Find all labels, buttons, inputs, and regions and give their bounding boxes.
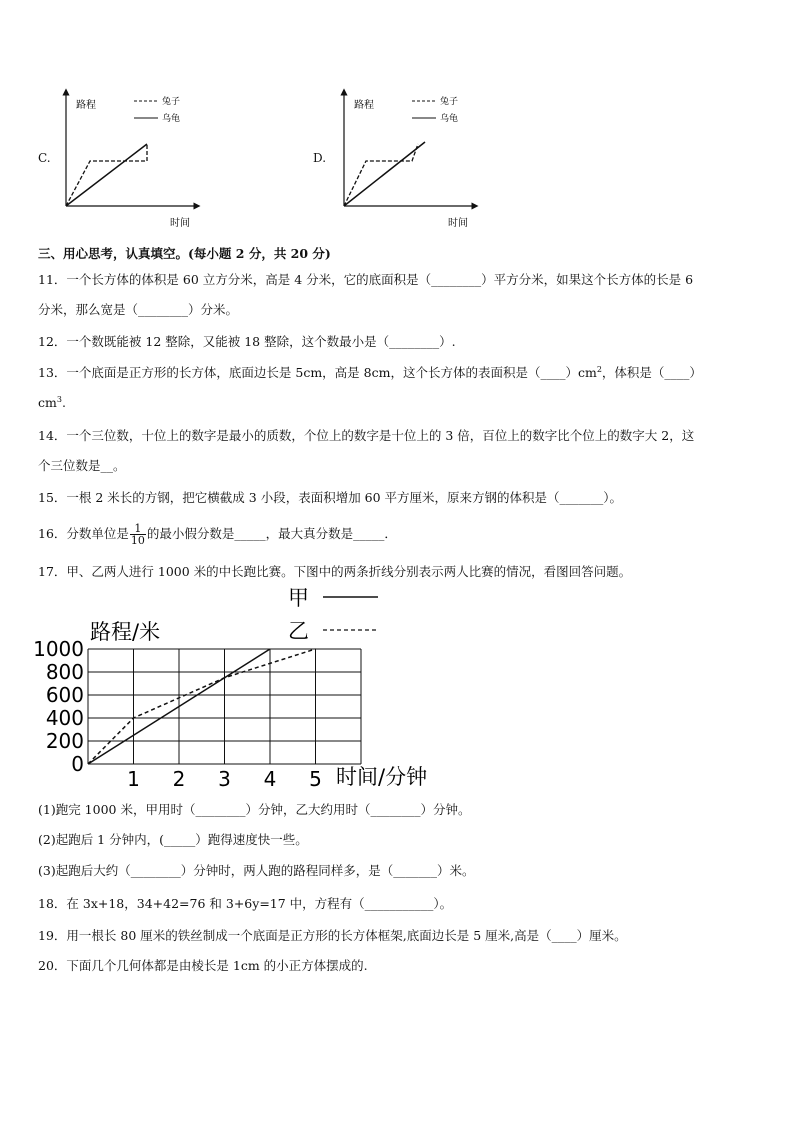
y-tick-label: 0 <box>71 752 84 776</box>
question-13-line-2: $cm^3$. <box>38 394 66 410</box>
legend-yi-label: 乙 <box>288 619 309 643</box>
x-tick-label: 1 <box>127 767 140 791</box>
x-tick-label: 4 <box>263 767 277 791</box>
y-tick-label: 200 <box>45 729 84 753</box>
question-12: 12．一个数既能被 12 整除，又能被 18 整除，这个数最小是（________）. <box>38 334 456 349</box>
x-tick-label: 5 <box>309 767 322 791</box>
tortoise-line <box>344 142 425 206</box>
legend-rabbit: 兔子 <box>162 97 181 107</box>
question-18: 18．在 3x+18，34+42=76 和 3+6y=17 中，方程有（___________）。 <box>38 896 453 911</box>
question-17-2: (2)起跑后 1 分钟内，(_____）跑得速度快一些。 <box>38 832 308 847</box>
question-17-3: (3)起跑后大约（________）分钟时，两人跑的路程同样多，是（_______）米。 <box>38 863 475 878</box>
option-c-graph <box>52 86 202 231</box>
section-title: 三、用心思考，认真填空。(每小题 2 分，共 20 分) <box>38 246 331 261</box>
question-19: 19．用一根长 80 厘米的铁丝制成一个底面是正方形的长方体框架,底面边长是 5 厘米,高是（____）厘米。 <box>38 928 627 943</box>
question-14-line-2: 个三位数是__。 <box>38 458 126 473</box>
y-axis-label: 路程 <box>76 100 96 111</box>
legend-rabbit: 兔子 <box>440 97 459 107</box>
question-16: 16．分数单位是 $\frac{1}{10}$ 的最小假分数是_____，最大真分数是_____． <box>38 522 397 547</box>
y-tick-label: 1000 <box>33 637 84 661</box>
y-tick-label: 800 <box>45 660 84 684</box>
x-tick-label: 3 <box>218 767 231 791</box>
tortoise-line <box>66 144 147 206</box>
x-axis-label: 时间 <box>448 218 468 229</box>
fraction: $\frac{1}{10}$ <box>130 522 145 547</box>
legend-tortoise: 乌龟 <box>440 114 459 124</box>
x-axis-label: 时间 <box>170 218 190 229</box>
question-17-1: (1)跑完 1000 米，甲用时（________）分钟，乙大约用时（________）分钟。 <box>38 802 471 817</box>
question-11-line-1: 11．一个长方体的体积是 60 立方分米，高是 4 分米，它的底面积是（________）平方分米，如果这个长方体的长是 6 <box>38 272 694 287</box>
option-c-label: C. <box>38 151 51 165</box>
question-13-line-1: 13．一个底面是正方形的长方体，底面边长是 5cm，高是 8cm，这个长方体的表面积是$(\_\_\_\_)cm^2$，体积是（____） <box>38 364 702 380</box>
question-14-line-1: 14．一个三位数，十位上的数字是最小的质数，个位上的数字是十位上的 3 倍，百位上的数字比个位上的数字大 2，这 <box>38 428 695 443</box>
y-tick-label: 600 <box>45 683 84 707</box>
question-15: 15．一根 2 米长的方钢，把它横截成 3 小段，表面积增加 60 平方厘米，原来方钢的体积是（_______）。 <box>38 490 623 505</box>
chart-ylabel: 路程/米 <box>90 620 161 644</box>
question-20: 20．下面几个几何体都是由棱长是 1cm 的小正方体摆成的. <box>38 958 368 973</box>
question-17: 17．甲、乙两人进行 1000 米的中长跑比赛。下图中的两条折线分别表示两人比赛的情况，看图回答问题。 <box>38 564 632 579</box>
option-d-graph <box>330 86 480 231</box>
y-tick-label: 400 <box>45 706 84 730</box>
race-chart <box>30 582 450 794</box>
chart-xlabel: 时间/分钟 <box>336 765 428 789</box>
question-11-line-2: 分米，那么宽是（________）分米。 <box>38 302 239 317</box>
option-d-label: D. <box>313 151 327 165</box>
series-line-1 <box>88 649 316 764</box>
legend-tortoise: 乌龟 <box>162 114 181 124</box>
x-tick-label: 2 <box>172 767 186 791</box>
y-axis-label: 路程 <box>354 100 374 111</box>
legend-jia-label: 甲 <box>288 586 309 610</box>
